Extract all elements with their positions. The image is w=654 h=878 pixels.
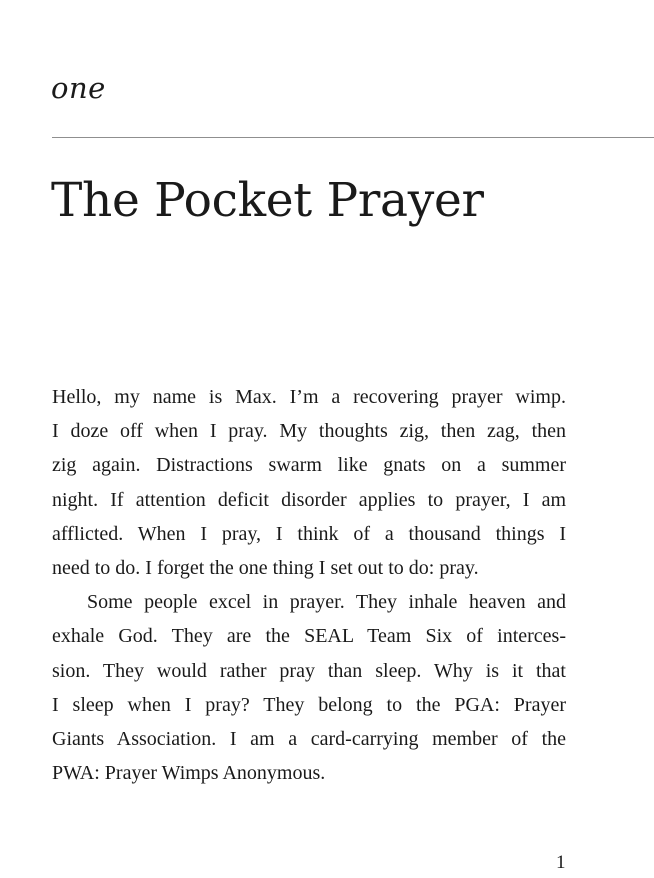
text-line: Hello, my name is Max. I’m a recovering prayer wimp. [52,386,566,408]
text-line: Some people excel in prayer. They inhale heaven and [87,591,566,614]
text-line: PWA: Prayer Wimps Anonymous. [52,762,326,785]
text-line: sion. They would rather pray than sleep. Why is it that [52,659,566,682]
text-line: need to do. I forget the one thing I set out to do: pray. [52,557,479,580]
text-line: night. If attention deficit disorder applies to prayer, I am [52,488,566,511]
text-line: exhale God. They are the SEAL Team Six of interces- [52,625,566,648]
paragraph-2 [52,585,566,790]
chapter-title: The Pocket Prayer [51,173,484,228]
text-line: zig again. Distractions swarm like gnats on a summer [52,454,566,477]
page-number: 1 [556,852,566,873]
text-line: I sleep when I pray? They belong to the PGA: Prayer [52,693,566,716]
text-line: Giants Association. I am a card-carrying member of the [52,728,566,751]
body-text [52,380,566,790]
text-line: afflicted. When I pray, I think of a thousand things I [52,522,566,545]
text-line: I doze off when I pray. My thoughts zig, then zag, then [52,420,566,443]
chapter-label: one [51,71,106,105]
chapter-divider [52,137,654,138]
paragraph-1 [52,380,566,585]
